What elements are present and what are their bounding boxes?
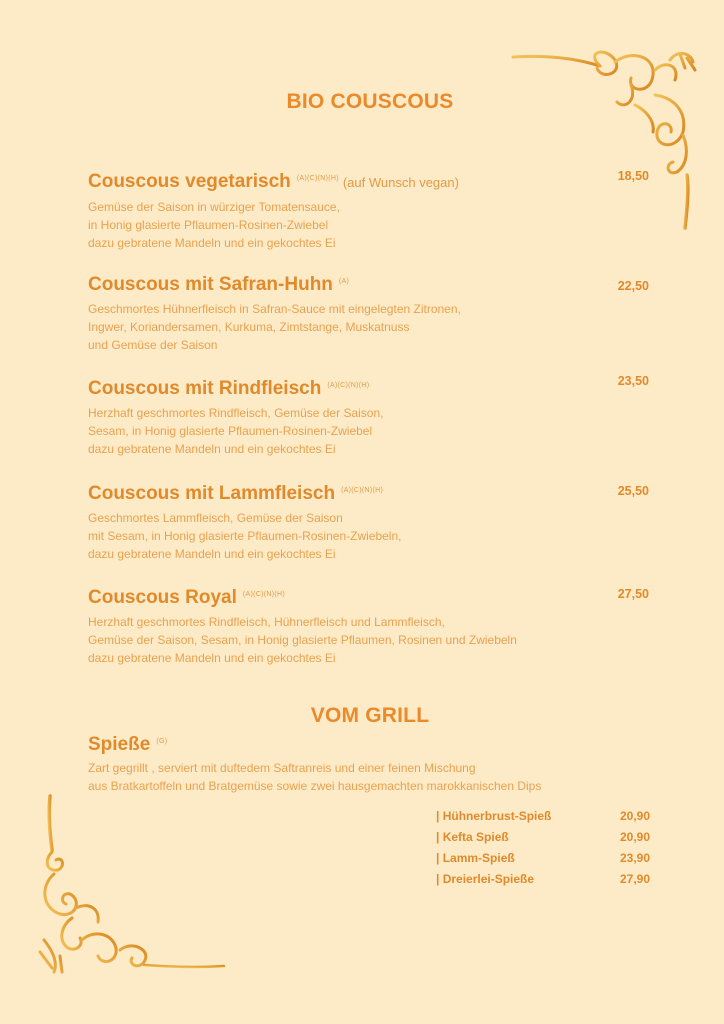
list-item (436, 848, 650, 869)
allergen-codes: (A)(C)(N)(H) (327, 382, 370, 389)
option-price: 20,90 (619, 830, 650, 844)
option-label: | Dreierlei-Spieße (436, 872, 535, 886)
option-label: | Hühnerbrust-Spieß (436, 809, 552, 823)
option-price: 23,90 (619, 851, 650, 865)
item-name: Couscous vegetarisch (88, 171, 291, 192)
description-line: dazu gebratene Mandeln und ein gekochtes Ei (88, 547, 336, 561)
item-name: Couscous mit Rindfleisch (88, 378, 322, 399)
item-description (88, 509, 648, 563)
description-line: dazu gebratene Mandeln und ein gekochtes Ei (88, 236, 336, 250)
item-note: (auf Wunsch vegan) (342, 175, 459, 190)
item-price: 25,50 (617, 484, 649, 498)
description-line: aus Bratkartoffeln und Bratgemüse sowie zwei hausgemachten marokkanischen Dips (88, 779, 542, 793)
menu-item-couscous-rindfleisch (88, 375, 648, 458)
list-item (436, 806, 650, 827)
item-description (88, 759, 688, 795)
option-label: | Lamm-Spieß (436, 851, 515, 865)
option-price: 27,90 (619, 872, 650, 886)
item-description (88, 613, 648, 667)
item-price: 23,50 (617, 374, 649, 388)
section-title-grill: VOM GRILL (310, 704, 430, 727)
option-label: | Kefta Spieß (436, 830, 509, 844)
description-line: Herzhaft geschmortes Rindfleisch, Gemüse der Saison, (88, 406, 384, 420)
description-line: Sesam, in Honig glasierte Pflaumen-Rosinen-Zwiebel (88, 424, 373, 438)
list-item (436, 869, 650, 890)
description-line: Herzhaft geschmortes Rindfleisch, Hühnerfleisch und Lammfleisch, (88, 615, 445, 629)
menu-item-spiesse (88, 731, 688, 795)
description-line: Geschmortes Lammfleisch, Gemüse der Saison (88, 511, 343, 525)
menu-item-couscous-lammfleisch (88, 480, 648, 563)
item-description (88, 300, 648, 354)
menu-item-couscous-royal (88, 584, 648, 667)
item-price: 22,50 (617, 279, 649, 293)
item-price: 27,50 (617, 587, 649, 601)
item-price: 18,50 (617, 169, 649, 183)
description-line: Ingwer, Koriandersamen, Kurkuma, Zimtstange, Muskatnuss (88, 320, 410, 334)
item-description (88, 404, 648, 458)
allergen-codes: (A)(C)(N)(H) (341, 487, 384, 494)
item-description (88, 198, 648, 252)
allergen-codes: (A)(C)(N)(H) (296, 175, 339, 182)
list-item (436, 827, 650, 848)
description-line: und Gemüse der Saison (88, 338, 218, 352)
item-name: Spieße (88, 734, 151, 755)
description-line: Gemüse der Saison, Sesam, in Honig glasierte Pflaumen, Rosinen und Zwiebeln (88, 633, 517, 647)
item-name: Couscous Royal (88, 587, 237, 608)
description-line: dazu gebratene Mandeln und ein gekochtes Ei (88, 442, 336, 456)
bottom-left-ornament-icon (32, 790, 232, 980)
allergen-codes: (A) (338, 278, 350, 285)
section-title-couscous: BIO COUSCOUS (286, 90, 454, 113)
allergen-codes: (A)(C)(N)(H) (242, 591, 285, 598)
description-line: Zart gegrillt , serviert mit duftedem Saftranreis und einer feinen Mischung (88, 761, 476, 775)
description-line: in Honig glasierte Pflaumen-Rosinen-Zwiebel (88, 218, 329, 232)
allergen-codes: (G) (156, 738, 168, 745)
menu-item-couscous-safran-huhn (88, 271, 648, 354)
description-line: Gemüse der Saison in würziger Tomatensauce, (88, 200, 340, 214)
description-line: dazu gebratene Mandeln und ein gekochtes Ei (88, 651, 336, 665)
item-name: Couscous mit Lammfleisch (88, 483, 336, 504)
description-line: Geschmortes Hühnerfleisch in Safran-Sauce mit eingelegten Zitronen, (88, 302, 461, 316)
item-name: Couscous mit Safran-Huhn (88, 274, 333, 295)
description-line: mit Sesam, in Honig glasierte Pflaumen-Rosinen-Zwiebeln, (88, 529, 402, 543)
menu-item-couscous-vegetarisch (88, 168, 648, 252)
option-price: 20,90 (619, 809, 650, 823)
grill-options-list (436, 806, 650, 890)
